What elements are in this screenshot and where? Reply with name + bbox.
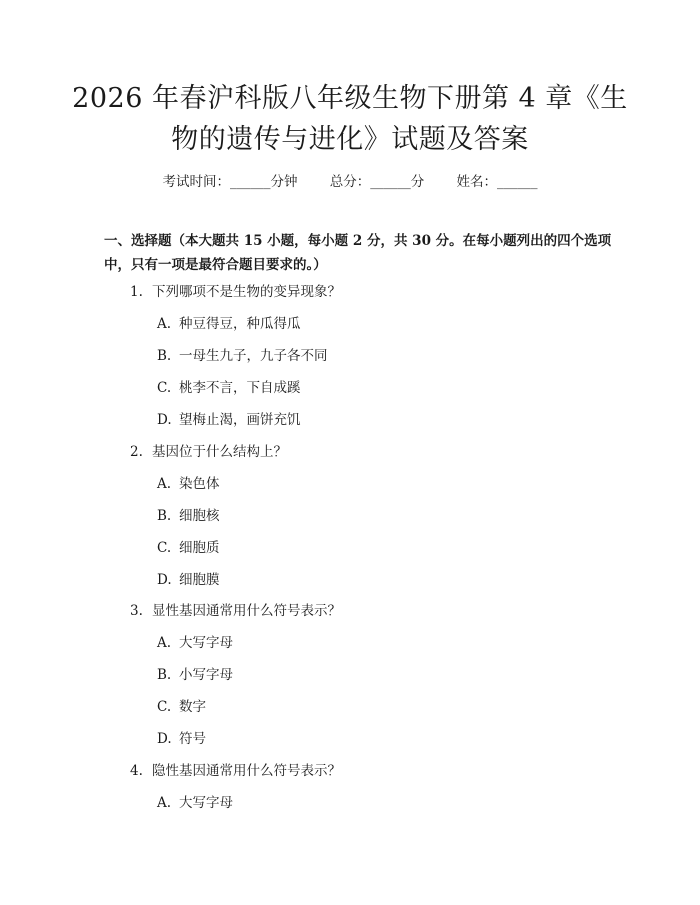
section-heading-multiple-choice: 一、选择题（本大题共 15 小题，每小题 2 分，共 30 分。在每小题列出的四个选项中，只有一项是最符合题目要求的。） [104, 233, 612, 273]
option-text: 符号 [179, 731, 206, 747]
option-letter: B. [157, 508, 172, 524]
option-text: 数字 [179, 699, 206, 715]
question-1-option-a [157, 315, 301, 333]
question-text: 基因位于什么结构上？ [152, 444, 287, 460]
question-2 [130, 443, 287, 461]
option-text: 细胞质 [179, 540, 220, 556]
option-letter: A. [157, 635, 172, 651]
option-letter: D. [157, 412, 172, 428]
question-2-option-c [157, 539, 220, 557]
question-1 [130, 283, 341, 301]
question-4 [130, 762, 341, 780]
option-letter: A. [157, 476, 172, 492]
student-name-field: 姓名：______ [456, 174, 538, 190]
option-letter: D. [157, 572, 172, 588]
total-score-field: 总分：______分 [329, 174, 425, 190]
option-text: 望梅止渴，画饼充饥 [179, 412, 301, 428]
option-letter: D. [157, 731, 172, 747]
question-number: 1. [130, 284, 143, 300]
question-1-option-b [157, 347, 328, 365]
option-text: 大写字母 [179, 635, 233, 651]
option-letter: C. [157, 380, 172, 396]
question-2-option-b [157, 507, 220, 525]
option-letter: B. [157, 348, 172, 364]
option-text: 大写字母 [179, 795, 233, 811]
question-1-option-c [157, 379, 301, 397]
question-2-option-a [157, 475, 220, 493]
question-number: 4. [130, 763, 143, 779]
option-text: 染色体 [179, 476, 220, 492]
question-1-option-d [157, 411, 301, 429]
option-letter: B. [157, 667, 172, 683]
option-text: 种豆得豆，种瓜得瓜 [179, 316, 301, 332]
option-text: 桃李不言，下自成蹊 [179, 380, 301, 396]
option-letter: C. [157, 540, 172, 556]
document-title: 2026 年春沪科版八年级生物下册第 4 章《生物的遗传与进化》试题及答案 [72, 83, 628, 155]
option-letter: A. [157, 795, 172, 811]
question-text: 显性基因通常用什么符号表示？ [152, 603, 341, 619]
question-2-option-d [157, 571, 220, 589]
question-3-option-a [157, 634, 233, 652]
question-text: 下列哪项不是生物的变异现象？ [152, 284, 341, 300]
option-text: 一母生九子，九子各不同 [179, 348, 328, 364]
question-3 [130, 602, 341, 620]
option-letter: C. [157, 699, 172, 715]
question-4-option-a [157, 794, 233, 812]
option-text: 细胞膜 [179, 572, 220, 588]
question-3-option-d [157, 730, 206, 748]
exam-info-row [0, 170, 700, 190]
option-letter: A. [157, 316, 172, 332]
question-number: 2. [130, 444, 143, 460]
question-text: 隐性基因通常用什么符号表示？ [152, 763, 341, 779]
option-text: 小写字母 [179, 667, 233, 683]
exam-time-field: 考试时间：______分钟 [162, 174, 298, 190]
question-number: 3. [130, 603, 143, 619]
question-3-option-b [157, 666, 233, 684]
option-text: 细胞核 [179, 508, 220, 524]
question-3-option-c [157, 698, 206, 716]
